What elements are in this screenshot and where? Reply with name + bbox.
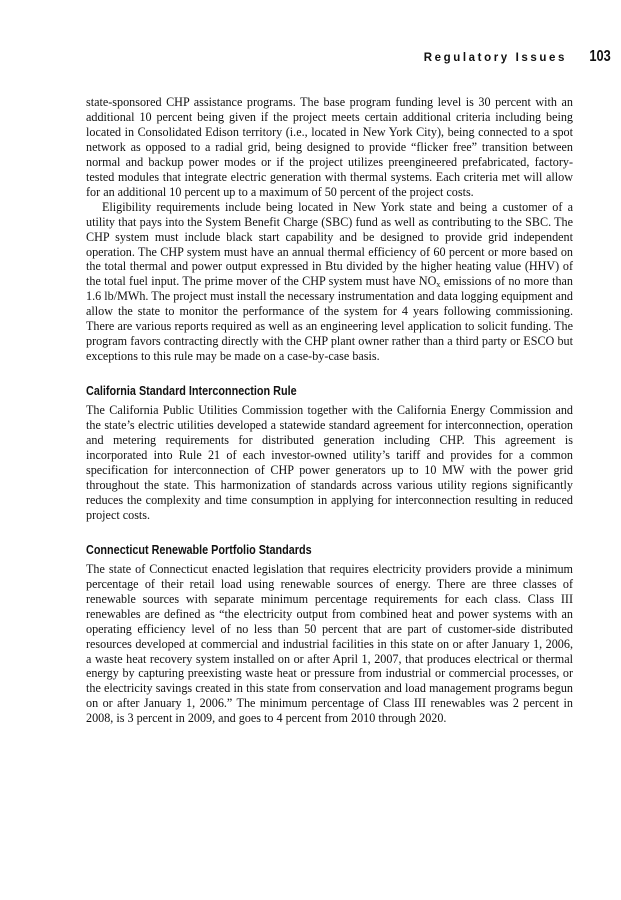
page-content — [86, 95, 573, 726]
california-paragraph: The California Public Utilities Commission together with the California Energy Commission and the state’s electric utilities developed a statewide standard agreement for interconnection, operation and metering requirements for distributed generation including CHP. This agreement is incorporated into Rule 21 of each investor-owned utility’s tariff and provides for a common specification for interconnection of CHP power generators up to 10 MW with the power grid throughout the state. This harmonization of standards across various utility regions significantly reduces the complexity and time consumption in applying for interconnection resulting in reduced project costs. — [86, 403, 573, 522]
section-heading-california: California Standard Interconnection Rule — [86, 384, 297, 399]
body-paragraph-2 — [86, 200, 573, 364]
page-header — [0, 48, 621, 72]
paragraph-2-text-start: Eligibility requirements include being located in New York state and being a customer of a utility that pays into the System Benefit Charge (SBC) fund as well as contributing to the SBC. The CHP system must include black start capability and be designed to provide grid independent operation. The CHP system must have an annual thermal efficiency of 60 percent or more based on the total thermal and power output expressed in Btu divided by the higher heating value (HHV) of the total fuel input. The prime mover of the CHP system must have — [86, 199, 573, 289]
page-number: 103 — [589, 48, 611, 65]
paragraph-2-text-end: emissions of no more than 1.6 lb/MWh. The project must install the necessary instrumentation and data logging equipment and allow the state to monitor the performance of the system for 4 years following commissioning. There are various reports required as well as an engineering level application to solicit funding. The program favors contracting directly with the CHP plant owner rather than a third party or ESCO but exceptions to this rule may be made on a case-by-case basis. — [86, 274, 574, 364]
nox-subscript: x — [436, 280, 441, 290]
section-heading-connecticut: Connecticut Renewable Portfolio Standards — [86, 542, 312, 557]
nox-term: NO — [418, 274, 437, 289]
connecticut-paragraph: The state of Connecticut enacted legislation that requires electricity providers provide a minimum percentage of their retail load using renewable sources of energy. There are three classes of renewable sources with separate minimum percentage requirements for each class. Class III renewables are defined as “the electricity output from combined heat and power systems with an operating efficiency level of no less than 50 percent that are part of customer-side distributed resources developed at commercial and industrial facilities in this state on or after January 1, 2006, a waste heat recovery system installed on or after April 1, 2007, that produces electrical or thermal energy by capturing preexisting waste heat or pressure from industrial or commercial processes, or the electricity savings created in this state from conservation and load management programs begun on or after January 1, 2006.” The minimum percentage of Class III renewables was 2 percent in 2008, is 3 percent in 2009, and goes to 4 percent from 2010 through 2020. — [86, 561, 573, 726]
body-paragraph-1: state-sponsored CHP assistance programs. The base program funding level is 30 percent with an additional 10 percent being given if the project meets certain additional criteria including being located in Consolidated Edison territory (i.e., located in New York City), being connected to a spot network as opposed to a radial grid, being designed to provide “flicker free” transition between normal and backup power modes or if the project utilizes preengineered prefabricated, factory-tested modules that integrate electric generation with thermal systems. Each criteria met will allow for an additional 10 percent up to a maximum of 50 percent of the project costs. — [86, 95, 573, 199]
running-head: Regulatory Issues — [423, 52, 567, 64]
